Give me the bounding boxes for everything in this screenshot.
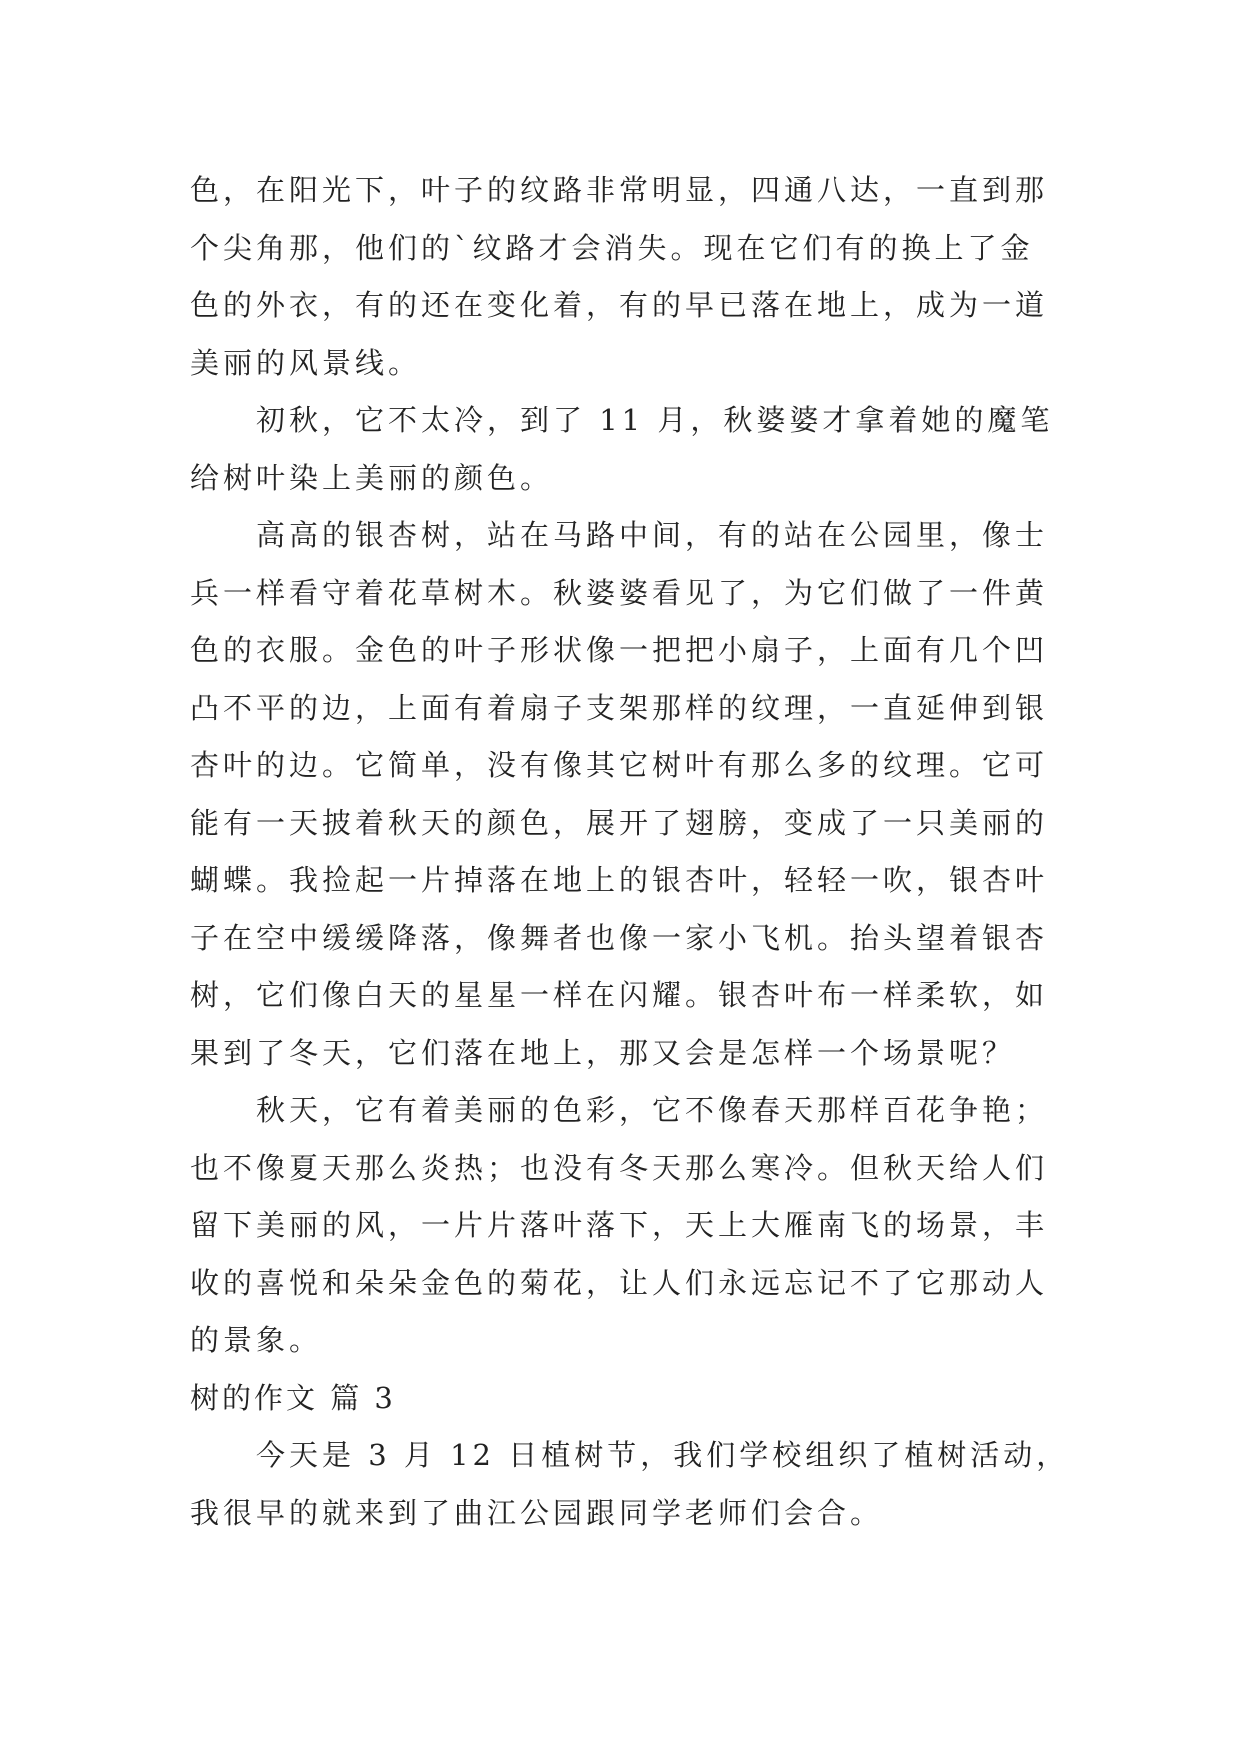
paragraph-first-line: 初秋，它不太冷，到了 11 月，秋婆婆才拿着她的魔笔 bbox=[256, 403, 1054, 437]
text-line: 的景象。 bbox=[190, 1323, 323, 1357]
paragraph-first-line: 今天是 3 月 12 日植树节，我们学校组织了植树活动， bbox=[256, 1438, 1070, 1472]
text-line: 子在空中缓缓降落，像舞者也像一家小飞机。抬头望着银杏 bbox=[190, 920, 1049, 955]
text-line: 兵一样看守着花草树木。秋婆婆看见了，为它们做了一件黄 bbox=[190, 575, 1049, 610]
text-line: 色的衣服。金色的叶子形状像一把把小扇子，上面有几个凹 bbox=[190, 633, 1049, 667]
text-line: 色，在阳光下，叶子的纹路非常明显，四通八达，一直到那 bbox=[190, 173, 1049, 207]
text-line: 色的外衣，有的还在变化着，有的早已落在地上，成为一道 bbox=[190, 288, 1049, 322]
document-body bbox=[190, 162, 1070, 1542]
text-line: 给树叶染上美丽的颜色。 bbox=[190, 460, 554, 495]
text-line: 收的喜悦和朵朵金色的菊花，让人们永远忘记不了它那动人 bbox=[190, 1265, 1049, 1300]
text-line: 美丽的风景线。 bbox=[190, 345, 422, 380]
text-line: 杏叶的边。它简单，没有像其它树叶有那么多的纹理。它可 bbox=[190, 748, 1049, 782]
text-line: 我很早的就来到了曲江公园跟同学老师们会合。 bbox=[190, 1495, 884, 1530]
paragraph-first-line: 高高的银杏树，站在马路中间，有的站在公园里，像士 bbox=[256, 518, 1049, 552]
text-line: 果到了冬天，它们落在地上，那又会是怎样一个场景呢？ bbox=[190, 1035, 1016, 1070]
text-line: 也不像夏天那么炎热；也没有冬天那么寒冷。但秋天给人们 bbox=[190, 1150, 1049, 1185]
text-line: 树，它们像白天的星星一样在闪耀。银杏叶布一样柔软，如 bbox=[190, 978, 1049, 1012]
text-line: 留下美丽的风，一片片落叶落下，天上大雁南飞的场景，丰 bbox=[190, 1208, 1049, 1242]
text-line: 凸不平的边，上面有着扇子支架那样的纹理，一直延伸到银 bbox=[190, 690, 1049, 725]
paragraph-first-line: 秋天，它有着美丽的色彩，它不像春天那样百花争艳； bbox=[256, 1093, 1049, 1127]
text-line: 个尖角那，他们的`纹路才会消失。现在它们有的换上了金 bbox=[190, 230, 1034, 265]
section-heading: 树的作文 篇 3 bbox=[190, 1380, 396, 1415]
text-line: 蝴蝶。我捡起一片掉落在地上的银杏叶，轻轻一吹，银杏叶 bbox=[190, 863, 1049, 897]
text-line: 能有一天披着秋天的颜色，展开了翅膀，变成了一只美丽的 bbox=[190, 805, 1049, 840]
